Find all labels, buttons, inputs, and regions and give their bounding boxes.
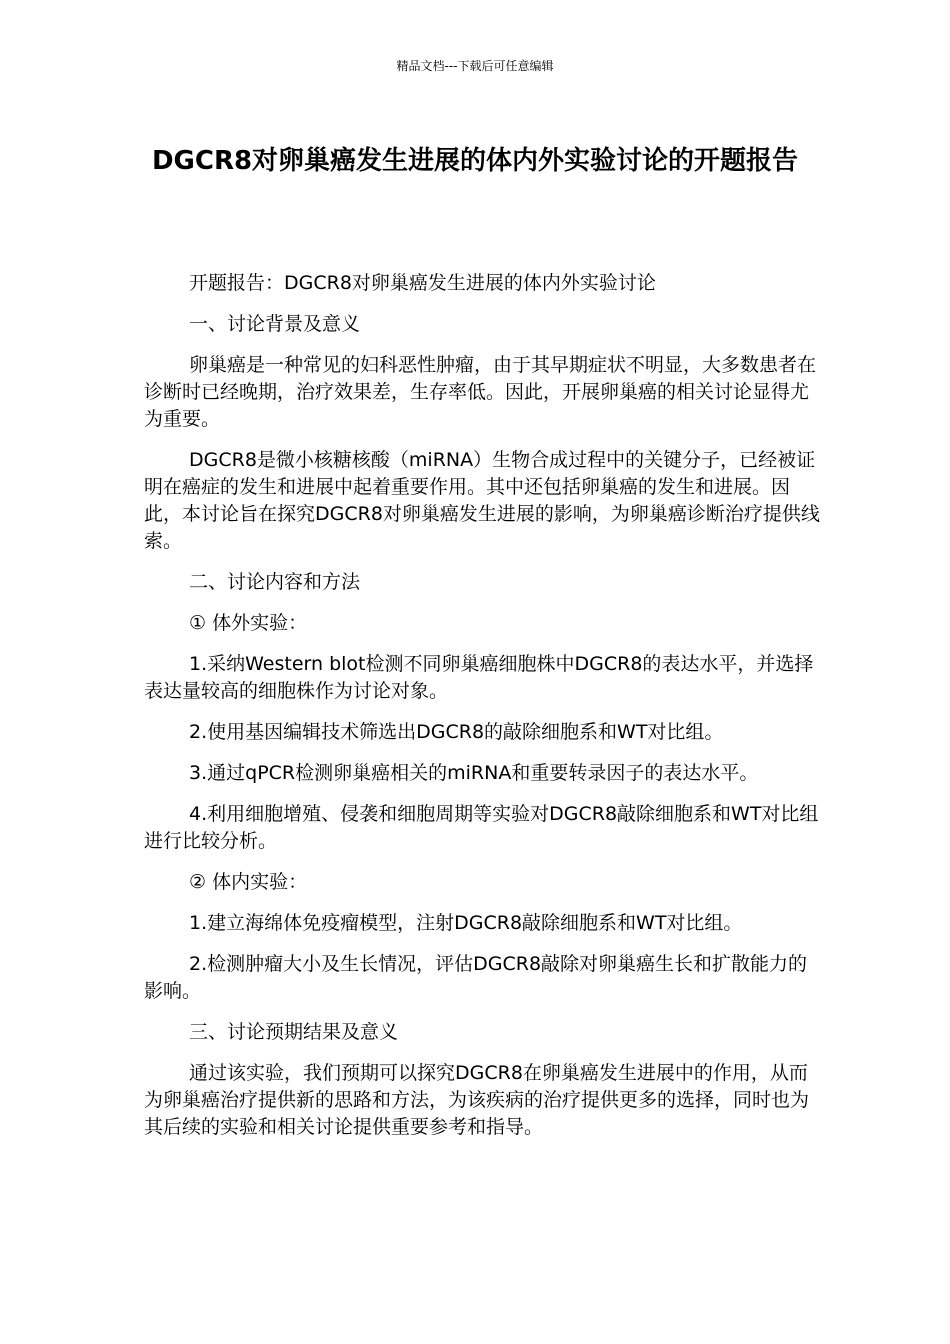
list-item-in-vitro-2: 2.使用基因编辑技术筛选出DGCR8的敲除细胞系和WT对比组。: [189, 721, 724, 743]
subheading-in-vivo: ② 体内实验：: [189, 871, 308, 893]
paragraph-background-ovarian-cancer: 卵巢癌是一种常见的妇科恶性肿瘤，由于其早期症状不明显，大多数患者在诊断时已经晚期，治疗效果差，生存率低。因此，开展卵巢癌的相关讨论显得尤为重要。: [144, 354, 817, 430]
page-header: 精品文档---下载后可任意编辑: [396, 59, 554, 73]
paragraph-background-dgcr8: DGCR8是微小核糖核酸（miRNA）生物合成过程中的关键分子，已经被证明在癌症的发生和进展中起着重要作用。其中还包括卵巢癌的发生和进展。因此，本讨论旨在探究DGCR8对卵巢癌发生进展的影响，为卵巢癌诊断治疗提供线索。: [144, 449, 820, 552]
section-heading-expected-results: 三、讨论预期结果及意义: [189, 1021, 399, 1043]
document-body: [144, 270, 824, 1155]
section-heading-content-methods: 二、讨论内容和方法: [189, 571, 361, 593]
subheading-in-vitro: ① 体外实验：: [189, 612, 308, 634]
list-item-in-vitro-3: 3.通过qPCR检测卵巢癌相关的miRNA和重要转录因子的表达水平。: [189, 762, 759, 784]
document-title: DGCR8对卵巢癌发生进展的体内外实验讨论的开题报告: [151, 146, 799, 176]
list-item-in-vitro-1: 1.采纳Western blot检测不同卵巢癌细胞株中DGCR8的表达水平，并选择表达量较高的细胞株作为讨论对象。: [144, 653, 814, 702]
section-heading-background: 一、讨论背景及意义: [189, 313, 361, 335]
list-item-in-vitro-4: 4.利用细胞增殖、侵袭和细胞周期等实验对DGCR8敲除细胞系和WT对比组进行比较分析。: [144, 803, 819, 852]
list-item-in-vivo-1: 1.建立海绵体免疫瘤模型，注射DGCR8敲除细胞系和WT对比组。: [189, 912, 743, 934]
paragraph-expected-results: 通过该实验，我们预期可以探究DGCR8在卵巢癌发生进展中的作用，从而为卵巢癌治疗提供新的思路和方法，为该疾病的治疗提供更多的选择，同时也为其后续的实验和相关讨论提供重要参考和指导。: [144, 1062, 810, 1138]
report-subtitle: 开题报告：DGCR8对卵巢癌发生进展的体内外实验讨论: [189, 272, 656, 294]
list-item-in-vivo-2: 2.检测肿瘤大小及生长情况，评估DGCR8敲除对卵巢癌生长和扩散能力的影响。: [144, 953, 808, 1002]
